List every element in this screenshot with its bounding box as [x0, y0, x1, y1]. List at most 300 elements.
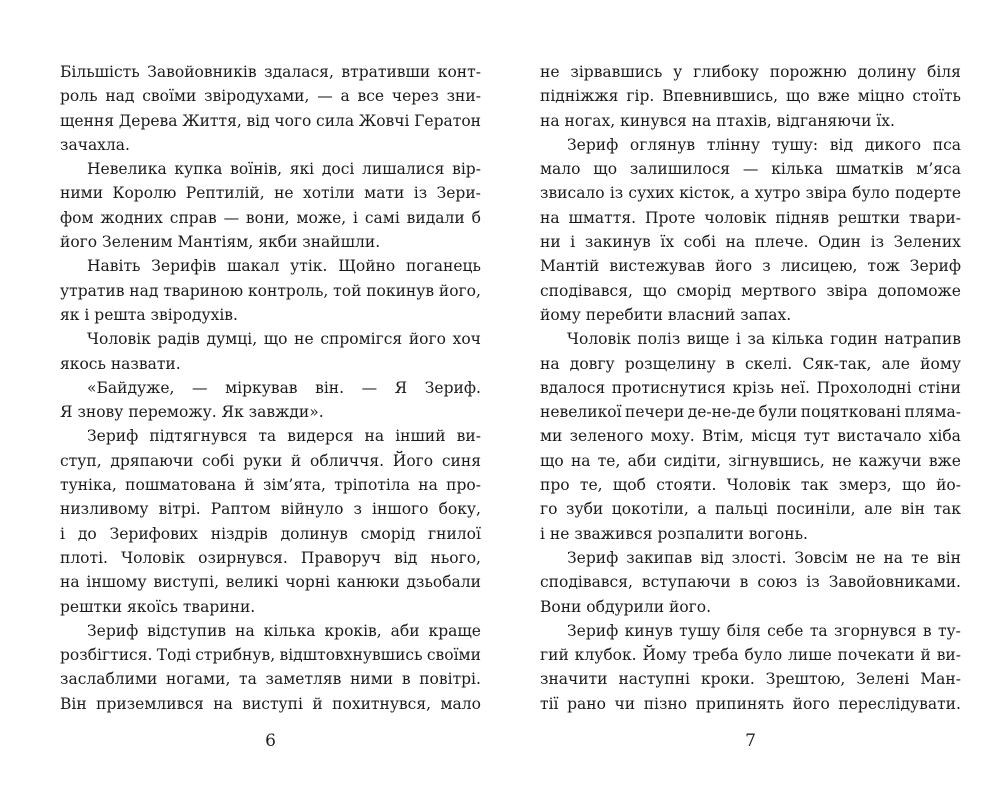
- word: сморід: [676, 281, 732, 300]
- word: іншого: [372, 500, 429, 519]
- text-line: [540, 473, 961, 497]
- word: інший: [395, 427, 446, 446]
- word: пошматована: [125, 476, 236, 495]
- word: порожню: [769, 63, 847, 81]
- word: й: [290, 451, 302, 470]
- word: його: [792, 694, 830, 713]
- word: зни-: [446, 87, 481, 106]
- word: не: [832, 451, 852, 470]
- word: із: [609, 184, 624, 203]
- word: Впевнившись,: [662, 87, 779, 106]
- word: Зериф: [567, 135, 619, 154]
- word: місця: [751, 427, 797, 446]
- word: зеленого: [569, 427, 644, 446]
- word: печери: [625, 403, 685, 422]
- word: Раптом: [210, 500, 271, 519]
- word: від: [829, 135, 854, 154]
- text-line: [540, 449, 961, 473]
- word: себе: [767, 621, 804, 640]
- word: були: [758, 403, 798, 422]
- word: а: [340, 87, 350, 106]
- word: що: [540, 451, 564, 470]
- text-line: [540, 279, 961, 303]
- word: тріпотіла: [334, 476, 410, 495]
- text-line: [540, 352, 961, 376]
- word: наступні: [618, 670, 691, 689]
- word: самі: [364, 208, 400, 227]
- paragraph: [540, 60, 961, 133]
- word: конт-: [437, 63, 481, 81]
- word: значити: [540, 670, 608, 689]
- text-line: [60, 570, 481, 594]
- text-line: [540, 181, 961, 205]
- word: про-: [446, 476, 481, 495]
- text-line: [540, 570, 961, 594]
- word: гий: [540, 646, 569, 665]
- word: кісток,: [679, 184, 736, 203]
- word: вони,: [245, 208, 290, 227]
- word: сидіти,: [663, 451, 722, 470]
- word: Чоловік: [121, 548, 185, 567]
- word: тушу:: [771, 135, 819, 154]
- word: воїнів,: [230, 160, 283, 179]
- word: йо-: [936, 476, 961, 495]
- word: те,: [597, 451, 621, 470]
- word: здалася,: [264, 63, 334, 81]
- word: довгу: [569, 354, 615, 373]
- word: поліз: [637, 330, 681, 349]
- word: долину: [857, 63, 917, 81]
- paragraph: [60, 327, 481, 376]
- word: Невелика: [87, 160, 167, 179]
- word: видали: [406, 208, 465, 227]
- word: але: [864, 500, 893, 519]
- text-line: [60, 206, 481, 230]
- word: на: [540, 354, 560, 373]
- word: жодних: [100, 208, 163, 227]
- word: тож: [867, 257, 900, 276]
- word: видерся: [287, 427, 354, 446]
- page-body: [540, 60, 961, 716]
- word: краще: [428, 621, 481, 640]
- word: ногами,: [166, 670, 231, 689]
- word: протиснутися: [611, 378, 726, 397]
- word: заслаблими: [60, 670, 158, 689]
- text-line: [540, 546, 961, 570]
- word: рештки: [837, 208, 901, 227]
- word: над: [105, 87, 135, 106]
- word: стоїть: [912, 87, 961, 106]
- word: виступі: [242, 694, 303, 713]
- word: пса: [932, 135, 961, 154]
- word: ними: [350, 670, 394, 689]
- word: покинув: [366, 281, 435, 300]
- word: —: [742, 160, 759, 179]
- word: стояти.: [656, 476, 717, 495]
- word: й: [920, 646, 931, 665]
- word: на: [60, 573, 80, 592]
- word: мертвого: [741, 281, 817, 300]
- paragraph: [60, 60, 481, 157]
- word: гір.: [626, 87, 655, 106]
- word: чорні: [285, 573, 331, 592]
- word: Зериф: [567, 621, 619, 640]
- word: крізь: [732, 378, 774, 397]
- word: повітрі.: [419, 670, 481, 689]
- word: на: [418, 476, 438, 495]
- word: так: [933, 500, 961, 519]
- word: він.: [315, 378, 345, 397]
- text-line: рештки якоїсь тварини.: [60, 597, 256, 616]
- word: дикого: [864, 135, 922, 154]
- word: Життя,: [182, 111, 242, 130]
- text-line: [60, 643, 481, 667]
- word: із: [806, 573, 820, 592]
- word: а: [740, 184, 750, 203]
- text-line: [540, 84, 961, 108]
- page-body: [60, 60, 481, 716]
- word: низливому: [60, 500, 149, 519]
- word: Він: [60, 694, 87, 713]
- word: припинять: [695, 694, 785, 713]
- word: допоможе: [877, 281, 961, 300]
- word: лише: [788, 646, 832, 665]
- word: може,: [296, 208, 347, 227]
- word: до: [77, 524, 97, 543]
- word: дзьобали: [406, 573, 481, 592]
- text-line: [540, 327, 961, 351]
- word: йому: [920, 354, 961, 373]
- word: собі: [202, 451, 235, 470]
- word: через: [391, 87, 439, 106]
- word: кинув: [624, 621, 673, 640]
- word: розщелину: [624, 354, 716, 373]
- word: пізно: [643, 694, 688, 713]
- word: не: [274, 184, 294, 203]
- text-line: [540, 497, 961, 521]
- word: його,: [438, 281, 481, 300]
- text-line: [60, 376, 481, 400]
- word: не: [294, 330, 314, 349]
- word: натрапив: [884, 330, 961, 349]
- word: і: [60, 524, 65, 543]
- word: щення: [60, 111, 115, 130]
- text-line: [60, 424, 481, 448]
- page-left: [60, 60, 481, 788]
- word: вдалося: [540, 378, 606, 397]
- word: утік.: [290, 257, 328, 276]
- word: оглянув: [629, 135, 696, 154]
- word: на: [725, 233, 746, 252]
- word: він: [936, 548, 961, 567]
- word: із: [870, 233, 885, 252]
- word: го: [540, 500, 558, 519]
- word: шакал: [226, 257, 280, 276]
- text-line: [540, 643, 961, 667]
- word: їх: [660, 233, 675, 252]
- word: Навіть: [87, 257, 141, 276]
- text-line: [540, 230, 961, 254]
- word: рано: [567, 694, 606, 713]
- word: Чоловік: [87, 330, 151, 349]
- word: Чоловік: [567, 330, 631, 349]
- text-line: Я знову переможу. Як завжди».: [60, 403, 324, 422]
- word: шмаття.: [568, 208, 637, 227]
- word: що: [263, 330, 288, 349]
- word: від: [394, 548, 418, 567]
- word: відштовхнувшись: [279, 646, 423, 665]
- word: чоловік: [704, 208, 767, 227]
- word: Рептилій,: [185, 184, 265, 203]
- word: долинув: [280, 524, 348, 543]
- word: —: [361, 378, 378, 397]
- word: озирнувся.: [198, 548, 288, 567]
- word: ни: [540, 233, 561, 252]
- word: та: [239, 670, 257, 689]
- word: а: [697, 500, 707, 519]
- word: зім’ята,: [262, 476, 326, 495]
- word: але: [881, 354, 910, 373]
- word: від: [246, 111, 270, 130]
- word: купка: [174, 160, 223, 179]
- word: закипав: [626, 548, 693, 567]
- word: що: [642, 281, 667, 300]
- word: Завойовників: [147, 63, 257, 81]
- word: закинув: [584, 233, 651, 252]
- text-line: його Зеленим Мантіям, якби знайшли.: [60, 233, 381, 252]
- word: де-не-де: [687, 403, 756, 422]
- text-line: на ногах, кинувся на птахів, відганяючи їх.: [540, 111, 895, 130]
- paragraph: [60, 424, 481, 618]
- word: аби: [627, 451, 657, 470]
- text-line: Вони обдурили його.: [540, 597, 712, 616]
- word: радів: [157, 330, 200, 349]
- word: підняв: [775, 208, 830, 227]
- text-line: [60, 522, 481, 546]
- word: й: [244, 476, 255, 495]
- word: Гератон: [414, 111, 481, 130]
- word: скелі.: [744, 354, 793, 373]
- word: міркував: [225, 378, 298, 397]
- text-line: [60, 546, 481, 570]
- word: його: [408, 330, 446, 349]
- text-line: [540, 133, 961, 157]
- text-line: [60, 327, 481, 351]
- word: кілька: [771, 160, 824, 179]
- word: над: [129, 281, 159, 300]
- word: війнуло: [280, 500, 344, 519]
- word: Тоді: [156, 646, 191, 665]
- word: чого: [274, 111, 312, 130]
- word: Його: [392, 451, 434, 470]
- word: виступі,: [153, 573, 220, 592]
- word: не: [855, 548, 876, 567]
- word: тут: [803, 427, 830, 446]
- word: твари-: [908, 208, 961, 227]
- text-line: [540, 619, 961, 643]
- word: Прохолодні: [816, 378, 912, 397]
- text-line: йому перебити власний запах.: [540, 305, 792, 324]
- word: стіни: [918, 378, 961, 397]
- word: поганець: [406, 257, 481, 276]
- paragraph: [540, 133, 961, 327]
- word: ніздрів: [210, 524, 268, 543]
- text-line: зачахла.: [60, 135, 130, 154]
- paragraph: [60, 254, 481, 327]
- text-line: і не зважився розпалити вогонь.: [540, 524, 808, 543]
- paragraph: [540, 546, 961, 619]
- word: шматків: [835, 160, 904, 179]
- word: гнилої: [428, 524, 481, 543]
- word: приземлився: [96, 694, 204, 713]
- word: Чоловік: [726, 476, 791, 495]
- word: спромігся: [320, 330, 403, 349]
- word: думці,: [206, 330, 258, 349]
- word: Більшість: [60, 63, 140, 81]
- word: його: [715, 257, 753, 276]
- word: туніка,: [60, 476, 117, 495]
- word: кроків,: [324, 621, 382, 640]
- word: союз: [757, 573, 798, 592]
- word: Я: [394, 378, 408, 397]
- word: тії: [540, 694, 559, 713]
- word: так: [800, 476, 829, 495]
- word: із: [413, 184, 428, 203]
- word: кажучи: [858, 451, 922, 470]
- word: те: [911, 548, 929, 567]
- word: не: [540, 63, 560, 81]
- word: на: [235, 621, 255, 640]
- word: похитнувся,: [332, 694, 432, 713]
- word: справ: [169, 208, 217, 227]
- paragraph: [60, 619, 481, 716]
- word: моху.: [650, 427, 695, 446]
- word: Зери-: [436, 184, 481, 203]
- word: розбігтися.: [60, 646, 153, 665]
- word: ступ,: [60, 451, 102, 470]
- word: хоч: [452, 330, 481, 349]
- word: той: [333, 281, 362, 300]
- text-line: [60, 60, 481, 84]
- word: Жовчі: [358, 111, 410, 130]
- word: було: [852, 184, 890, 203]
- word: вистежував: [609, 257, 705, 276]
- text-line: [540, 157, 961, 181]
- word: невеликої: [540, 403, 622, 422]
- word: переслідувати.: [838, 694, 961, 713]
- paragraph: [540, 619, 961, 716]
- word: посиніли,: [776, 500, 856, 519]
- text-line: [60, 667, 481, 691]
- word: стрибнув,: [195, 646, 276, 665]
- page-number: 7: [745, 731, 756, 752]
- word: за: [747, 330, 766, 349]
- word: на: [570, 451, 591, 470]
- word: що: [902, 476, 926, 495]
- word: від: [700, 548, 724, 567]
- word: і: [570, 233, 576, 252]
- word: зуби: [566, 500, 604, 519]
- word: годин: [830, 330, 878, 349]
- word: змерз,: [838, 476, 892, 495]
- word: вступаючи: [641, 573, 731, 592]
- paragraph: [60, 157, 481, 254]
- word: на: [213, 694, 233, 713]
- word: злості.: [731, 548, 787, 567]
- word: вже: [928, 451, 961, 470]
- word: згорнувся: [834, 621, 917, 640]
- word: Зериф.: [424, 378, 481, 397]
- word: сухих: [628, 184, 675, 203]
- text-line: [60, 157, 481, 181]
- word: сподівався,: [540, 281, 633, 300]
- word: подерте: [894, 184, 961, 203]
- word: мало: [440, 694, 481, 713]
- word: Зерифів: [151, 257, 217, 276]
- page-number: 6: [265, 731, 276, 752]
- word: хіба: [928, 427, 961, 446]
- word: —: [317, 87, 333, 106]
- paragraph: [60, 376, 481, 425]
- word: біля: [726, 621, 761, 640]
- word: роль: [60, 87, 98, 106]
- word: своїми: [142, 87, 197, 106]
- word: сподівався,: [540, 573, 633, 592]
- word: Щойно: [338, 257, 396, 276]
- text-line: [540, 424, 961, 448]
- word: Зрештою,: [765, 670, 846, 689]
- word: поцятковані: [800, 403, 902, 422]
- word: б: [471, 208, 481, 227]
- word: ви-: [456, 427, 481, 446]
- word: цокотіли,: [611, 500, 689, 519]
- text-line: [60, 619, 481, 643]
- word: вже: [817, 87, 850, 106]
- word: клубок.: [574, 646, 637, 665]
- word: тлінну: [706, 135, 760, 154]
- text-line: [60, 254, 481, 278]
- word: Йому: [642, 646, 687, 665]
- word: пляма-: [904, 403, 961, 422]
- text-line: [60, 449, 481, 473]
- word: пальці: [715, 500, 768, 519]
- word: дряпаючи: [110, 451, 194, 470]
- word: й: [312, 694, 323, 713]
- word: в: [726, 354, 735, 373]
- word: і: [353, 208, 359, 227]
- word: Ман-: [920, 670, 961, 689]
- word: з: [762, 257, 771, 276]
- word: ми: [540, 427, 563, 446]
- word: вище: [686, 330, 730, 349]
- word: та: [258, 427, 277, 446]
- word: зірвавшись: [570, 63, 663, 81]
- word: тушу: [679, 621, 721, 640]
- word: Проте: [644, 208, 696, 227]
- word: Зелених: [893, 233, 961, 252]
- word: своїми: [426, 646, 481, 665]
- word: неї.: [780, 378, 810, 397]
- word: чи: [614, 694, 636, 713]
- word: він: [900, 500, 925, 519]
- word: вистачало: [837, 427, 922, 446]
- word: Завойовниками.: [828, 573, 961, 592]
- word: ви-: [936, 646, 961, 665]
- paragraph: [540, 327, 961, 546]
- text-line: [540, 254, 961, 278]
- word: хутро: [754, 184, 801, 203]
- word: кілька: [263, 621, 316, 640]
